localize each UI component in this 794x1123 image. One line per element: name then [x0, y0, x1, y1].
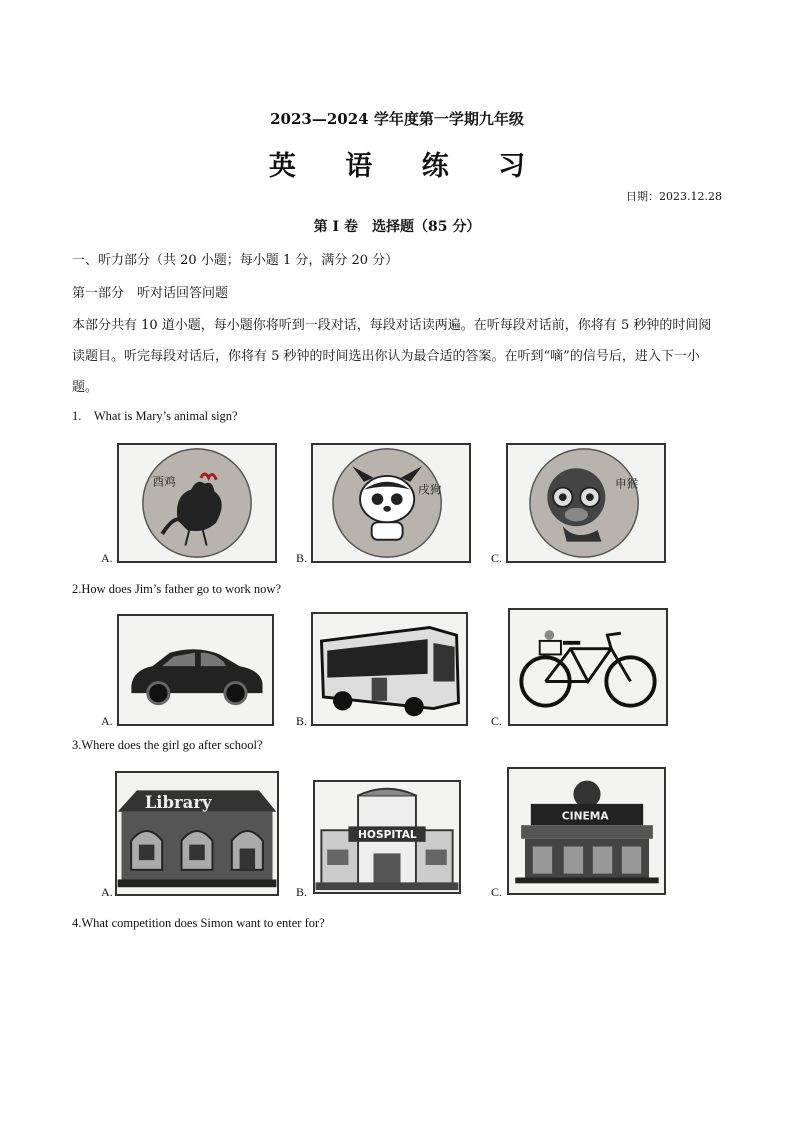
- svg-text:CINEMA: CINEMA: [561, 809, 609, 823]
- library-icon: [117, 773, 277, 894]
- option-label: B.: [296, 885, 308, 899]
- instructions: 本部分共有 10 道小题，每小题你将听到一段对话，每段对话读两遍。在听每段对话前，你将有 5 秒钟的时间阅读题目。听完每段对话后，你将有 5 秒钟的时间选出你认为最合适的答案。在听到“嘀”的信号后，进入下一小题。: [72, 318, 712, 395]
- svg-text:酉鸡: 酉鸡: [152, 474, 176, 489]
- dog-icon: [313, 445, 469, 561]
- question-1: 1. What is Mary’s animal sign?: [72, 409, 238, 423]
- rooster-icon: [119, 445, 275, 561]
- bicycle-icon: [510, 610, 666, 724]
- svg-text:Library: Library: [144, 792, 212, 812]
- option-label: A.: [101, 551, 113, 565]
- option-1a-picture[interactable]: [117, 443, 277, 563]
- option-2a-picture[interactable]: [117, 614, 274, 726]
- option-label: B.: [296, 714, 308, 728]
- year-line: 2023—2024 学年度第一学期九年级: [270, 110, 524, 128]
- page-title: 英 语 练 习: [268, 151, 546, 182]
- option-1b-picture[interactable]: [311, 443, 471, 563]
- question-2: 2.How does Jim’s father go to work now?: [72, 582, 281, 596]
- option-2b-picture[interactable]: [311, 612, 468, 726]
- option-2c-picture[interactable]: [508, 608, 668, 726]
- bus-icon: [313, 614, 466, 724]
- monkey-icon: [508, 445, 664, 561]
- svg-text:戌狗: 戌狗: [418, 482, 442, 497]
- option-1c-picture[interactable]: [506, 443, 666, 563]
- option-label: C.: [491, 885, 503, 899]
- car-icon: [119, 616, 272, 724]
- option-label: B.: [296, 551, 308, 565]
- cinema-icon: [509, 769, 664, 893]
- hospital-icon: [315, 782, 459, 892]
- option-label: C.: [491, 714, 503, 728]
- option-label: A.: [101, 714, 113, 728]
- svg-text:申猴: 申猴: [615, 476, 639, 491]
- exam-date: 日期：2023.12.28: [626, 190, 722, 203]
- option-3a-picture[interactable]: [115, 771, 279, 896]
- part-title: 第一部分 听对话回答问题: [72, 286, 229, 301]
- option-label: C.: [491, 551, 503, 565]
- option-3b-picture[interactable]: [313, 780, 461, 894]
- option-label: A.: [101, 885, 113, 899]
- question-3: 3.Where does the girl go after school?: [72, 738, 263, 752]
- section-title: 第 I 卷 选择题（85 分）: [313, 219, 481, 235]
- question-4: 4.What competition does Simon want to enter for?: [72, 916, 325, 930]
- svg-text:HOSPITAL: HOSPITAL: [358, 827, 417, 841]
- option-3c-picture[interactable]: [507, 767, 666, 895]
- listening-header: 一、听力部分（共 20 小题；每小题 1 分，满分 20 分）: [72, 253, 399, 268]
